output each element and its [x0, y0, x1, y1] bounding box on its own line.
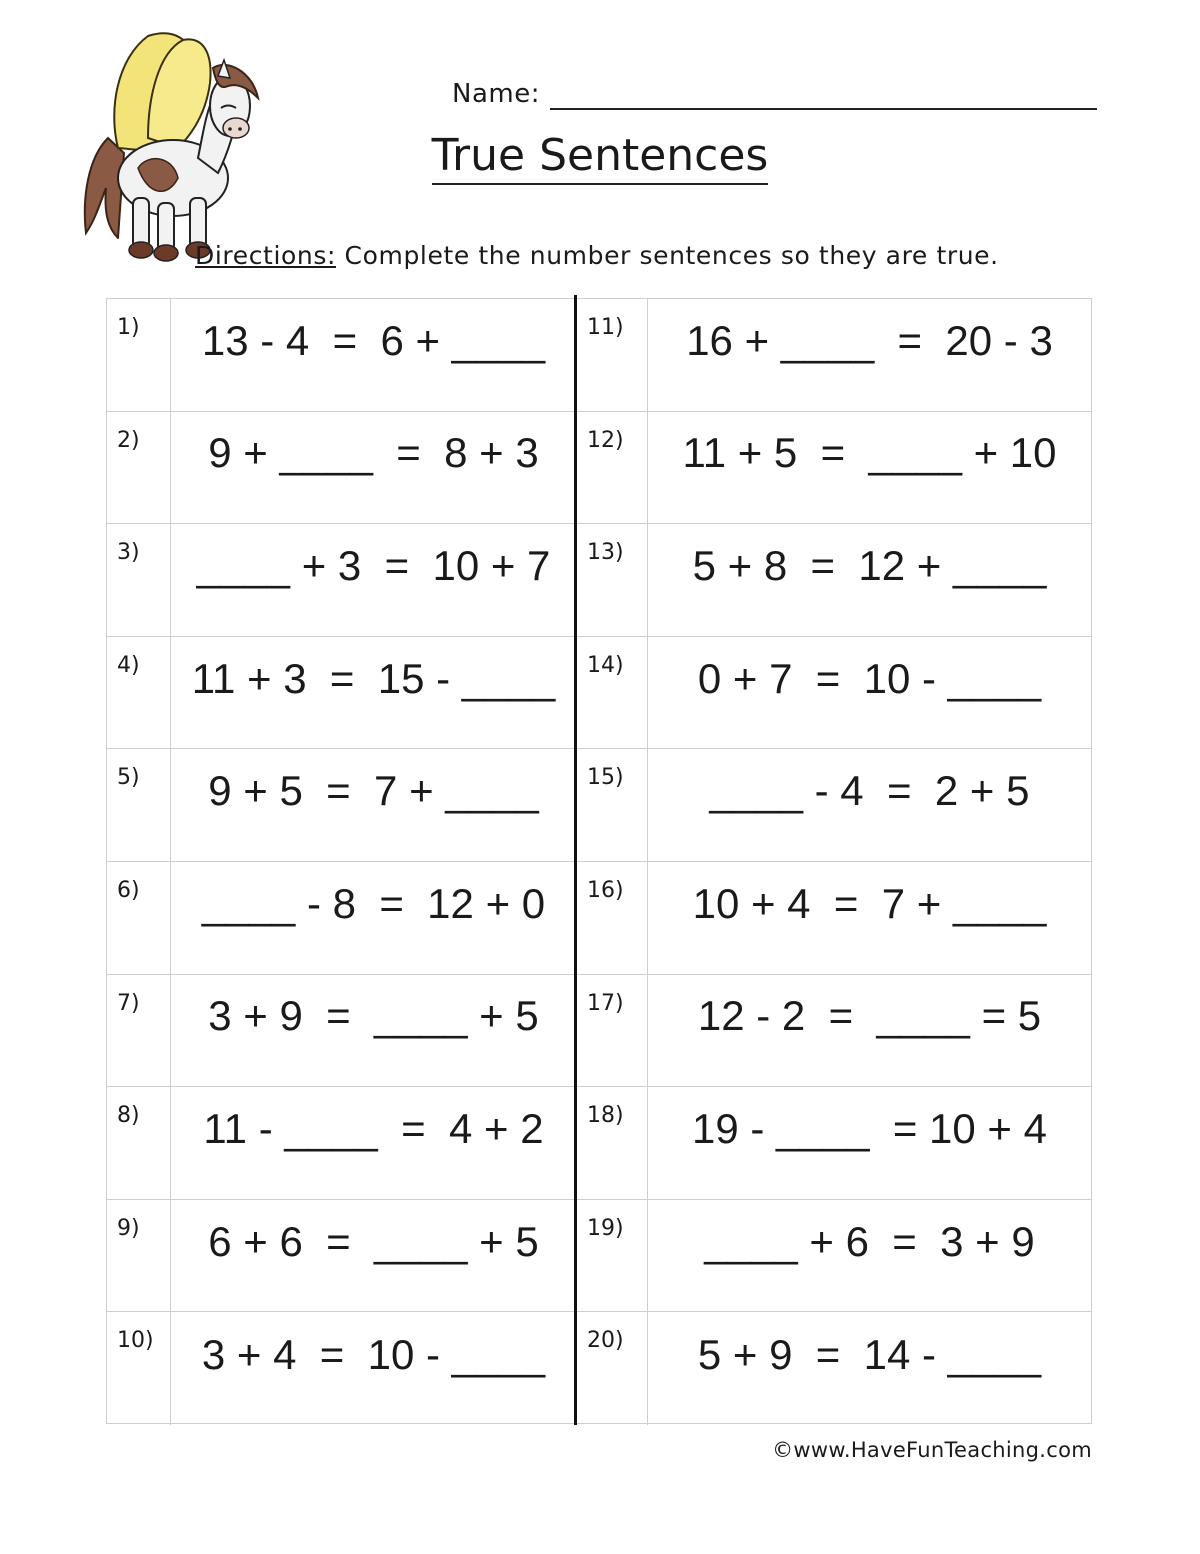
- number-sentence: 19 - ____ = 10 + 4: [692, 1104, 1047, 1152]
- number-sentence: 11 + 5 = ____ + 10: [682, 429, 1057, 477]
- problem-row: [107, 412, 576, 525]
- problem-row: [107, 862, 576, 975]
- problem-row: [577, 1087, 1091, 1200]
- problem-row: [107, 524, 576, 637]
- number-sentence: 5 + 8 = 12 + ____: [692, 541, 1047, 589]
- problem-row: [577, 862, 1091, 975]
- name-blank-line[interactable]: [550, 78, 1097, 110]
- problem-number: 1): [107, 299, 171, 411]
- directions-text: Complete the number sentences so they are true.: [336, 241, 999, 270]
- problem-number: 15): [577, 749, 648, 861]
- problem-row: [107, 749, 576, 862]
- name-label: Name:: [452, 79, 540, 109]
- number-sentence: 16 + ____ = 20 - 3: [686, 316, 1053, 364]
- number-sentence: 11 - ____ = 4 + 2: [203, 1104, 544, 1152]
- problem-row: [577, 749, 1091, 862]
- problem-row: [577, 1312, 1091, 1425]
- problem-row: [577, 299, 1091, 412]
- problem-number: 17): [577, 975, 648, 1087]
- problem-row: [107, 1200, 576, 1313]
- problem-grid: [106, 298, 1092, 1424]
- problem-number: 20): [577, 1312, 648, 1425]
- number-sentence: 0 + 7 = 10 - ____: [697, 654, 1042, 702]
- problem-row: [577, 524, 1091, 637]
- number-sentence: ____ - 8 = 12 + 0: [201, 879, 546, 927]
- problem-number: 5): [107, 749, 171, 861]
- problem-number: 2): [107, 412, 171, 524]
- problem-column-right: [577, 299, 1091, 1423]
- number-sentence: ____ - 4 = 2 + 5: [709, 767, 1030, 815]
- problem-row: [107, 637, 576, 750]
- name-row: [452, 70, 1097, 110]
- problem-row: [577, 637, 1091, 750]
- problem-number: 13): [577, 524, 648, 636]
- problem-row: [107, 1087, 576, 1200]
- problem-number: 4): [107, 637, 171, 749]
- problem-number: 9): [107, 1200, 171, 1312]
- problem-number: 16): [577, 862, 648, 974]
- problem-row: [577, 1200, 1091, 1313]
- number-sentence: 9 + 5 = 7 + ____: [208, 767, 539, 815]
- problem-number: 18): [577, 1087, 648, 1199]
- problem-column-left: [107, 299, 576, 1423]
- problem-number: 7): [107, 975, 171, 1087]
- problem-row: [577, 975, 1091, 1088]
- worksheet-title-text: True Sentences: [432, 130, 769, 185]
- problem-number: 10): [107, 1312, 171, 1425]
- number-sentence: 9 + ____ = 8 + 3: [208, 429, 539, 477]
- directions: [195, 239, 999, 273]
- problem-row: [107, 1312, 576, 1425]
- number-sentence: 10 + 4 = 7 + ____: [692, 879, 1047, 927]
- number-sentence: 13 - 4 = 6 + ____: [201, 316, 546, 364]
- worksheet-title: [0, 128, 1200, 184]
- number-sentence: ____ + 3 = 10 + 7: [196, 541, 551, 589]
- problem-row: [107, 975, 576, 1088]
- problem-number: 11): [577, 299, 648, 411]
- number-sentence: 3 + 9 = ____ + 5: [208, 992, 539, 1040]
- number-sentence: 12 - 2 = ____ = 5: [697, 992, 1042, 1040]
- problem-number: 8): [107, 1087, 171, 1199]
- problem-row: [107, 299, 576, 412]
- problem-row: [577, 412, 1091, 525]
- number-sentence: 6 + 6 = ____ + 5: [208, 1217, 539, 1265]
- directions-label: Directions:: [195, 241, 336, 270]
- number-sentence: 3 + 4 = 10 - ____: [201, 1330, 546, 1378]
- problem-number: 12): [577, 412, 648, 524]
- problem-number: 19): [577, 1200, 648, 1312]
- number-sentence: 11 + 3 = 15 - ____: [191, 654, 556, 702]
- copyright-footer: ©www.HaveFunTeaching.com: [772, 1438, 1092, 1462]
- problem-number: 3): [107, 524, 171, 636]
- number-sentence: ____ + 6 = 3 + 9: [704, 1217, 1035, 1265]
- problem-number: 14): [577, 637, 648, 749]
- problem-number: 6): [107, 862, 171, 974]
- number-sentence: 5 + 9 = 14 - ____: [697, 1330, 1042, 1378]
